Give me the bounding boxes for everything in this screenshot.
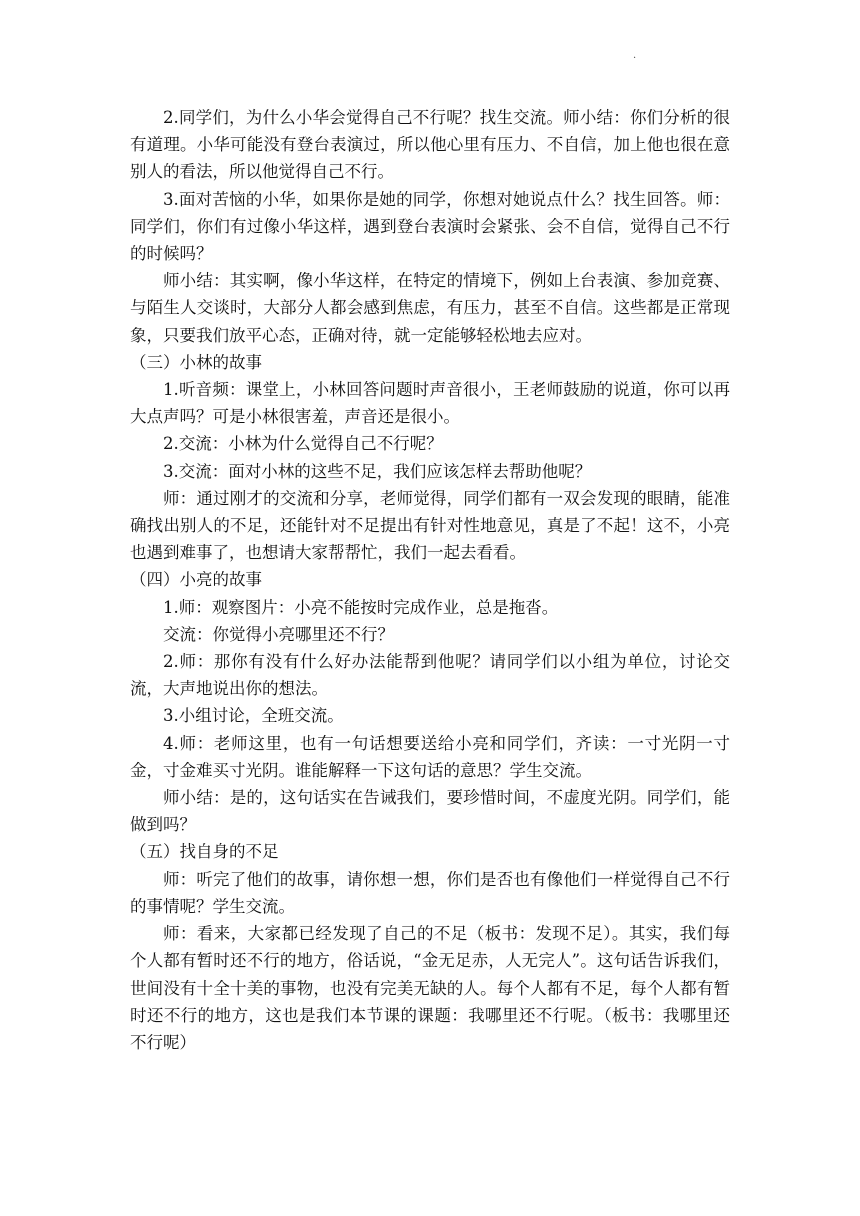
paragraph: 1.听音频：课堂上，小林回答问题时声音很小，王老师鼓励的说道，你可以再大点声吗？可是小林很害羞，声音还是很小。 xyxy=(130,380,730,427)
paragraph: 师：看来，大家都已经发现了自己的不足（板书：发现不足）。其实，我们每个人都有暂时还不行的地方，俗话说，“金无足赤，人无完人”。这句话告诉我们，世间没有十全十美的事物，也没有完美无缺的人。每个人都有不足，每个人都有暂时还不行的地方，这也是我们本节课的课题：我哪里还不行呢。（板书：我哪里还不行呢） xyxy=(130,924,730,1052)
paragraph: 3.交流：面对小林的这些不足，我们应该怎样去帮助他呢？ xyxy=(163,461,592,481)
paragraph: 交流：你觉得小亮哪里还不行？ xyxy=(163,624,394,644)
paragraph: 3.小组讨论，全班交流。 xyxy=(163,706,344,726)
paragraph: 4.师：老师这里，也有一句话想要送给小亮和同学们，齐读：一寸光阴一寸金，寸金难买寸光阴。谁能解释一下这句话的意思？学生交流。 xyxy=(130,733,730,780)
paragraph: 3.面对苦恼的小华，如果你是她的同学，你想对她说点什么？找生回答。师：同学们，你们有过像小华这样，遇到登台表演时会紧张、会不自信，觉得自己不行的时候吗？ xyxy=(130,189,730,264)
corner-dot-mark: · xyxy=(633,53,637,64)
document-body xyxy=(130,104,730,1056)
paragraph: 师：听完了他们的故事，请你想一想，你们是否也有像他们一样觉得自己不行的事情呢？学生交流。 xyxy=(130,869,730,916)
section-heading: （四）小亮的故事 xyxy=(130,570,262,590)
paragraph: 师小结：其实啊，像小华这样，在特定的情境下，例如上台表演、参加竞赛、与陌生人交谈时，大部分人都会感到焦虑，有压力，甚至不自信。这些都是正常现象，只要我们放平心态，正确对待，就一定能够轻松地去应对。 xyxy=(130,271,730,345)
paragraph: 师小结：是的，这句话实在告诫我们，要珍惜时间，不虚度光阴。同学们，能做到吗？ xyxy=(130,788,730,835)
paragraph: 2.交流：小林为什么觉得自己不行呢？ xyxy=(163,434,443,454)
paragraph: 1.师：观察图片：小亮不能按时完成作业，总是拖沓。 xyxy=(163,597,559,617)
paragraph: 2.同学们，为什么小华会觉得自己不行呢？找生交流。师小结：你们分析的很有道理。小华可能没有登台表演过，所以他心里有压力、不自信，加上他也很在意别人的看法，所以他觉得自己不行。 xyxy=(130,108,730,182)
section-heading: （三）小林的故事 xyxy=(130,352,262,372)
section-heading: （五）找自身的不足 xyxy=(130,842,279,862)
paragraph: 2.师：那你有没有什么好办法能帮到他呢？请同学们以小组为单位，讨论交流，大声地说出你的想法。 xyxy=(130,652,730,699)
paragraph: 师：通过刚才的交流和分享，老师觉得，同学们都有一双会发现的眼睛，能准确找出别人的不足，还能针对不足提出有针对性地意见，真是了不起！这不，小亮也遇到难事了，也想请大家帮帮忙，我们一起去看看。 xyxy=(130,488,730,563)
